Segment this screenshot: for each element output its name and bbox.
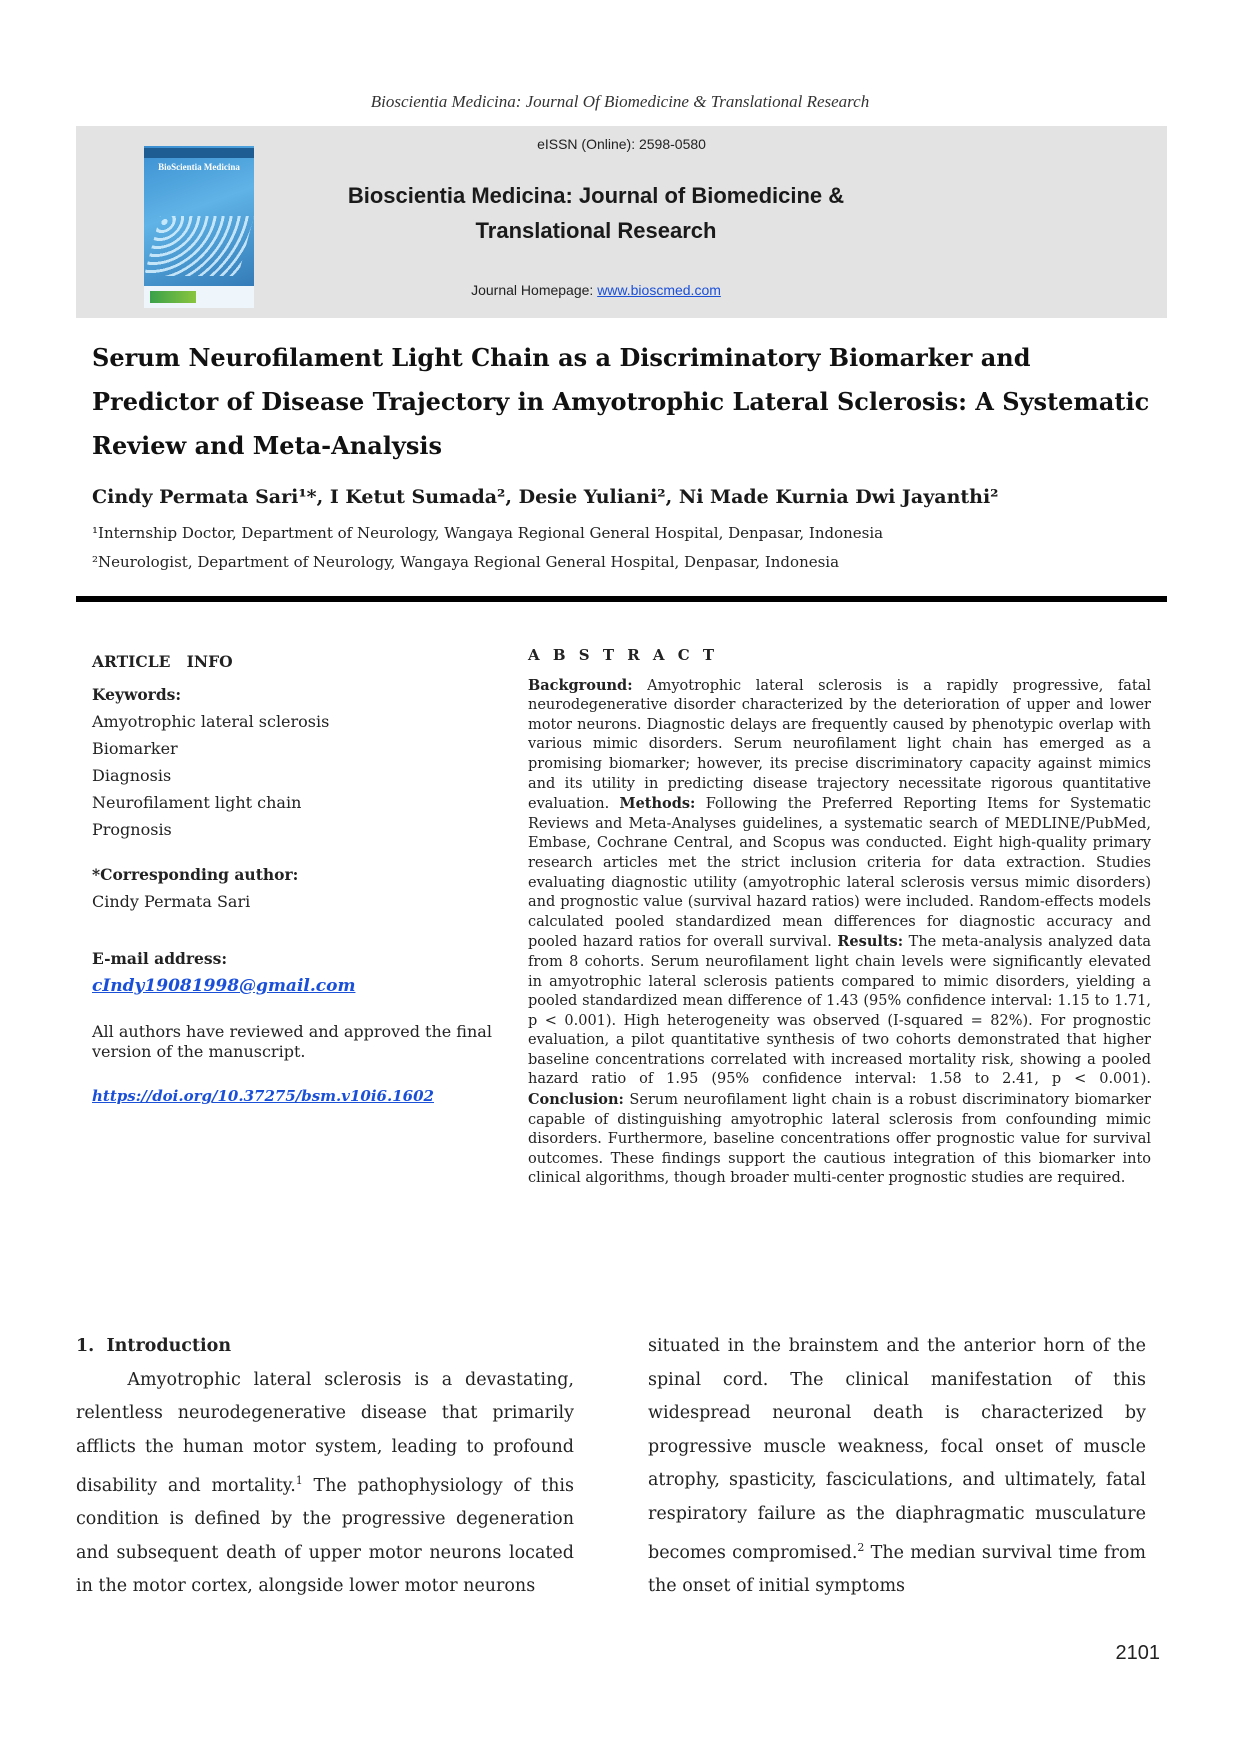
running-head: Bioscientia Medicina: Journal Of Biomedicine & Translational Research — [370, 92, 870, 111]
body-paragraph — [76, 1364, 580, 1604]
journal-title-line2: Translational Research — [475, 218, 717, 243]
corresponding-name: Cindy Permata Sari — [92, 892, 251, 911]
header-divider — [76, 596, 1167, 602]
body-column-right — [648, 1330, 1146, 1604]
methods-text: Following the Preferred Reporting Items for Systematic Reviews and Meta-Analyses guidelines, a systematic search of MEDLINE/PubMed, Embase, Cochrane Central, and Scopus was conducted. Eight high-quality primary research articles met the strict inclusion criteria for data extraction. Studies evaluating diagnostic utility (amyotrophic lateral sclerosis versus mimic disorders) and prognostic value (survival hazard ratios) were included. Random-effects models calculated pooled standardized mean differences for diagnostic accuracy and pooled hazard ratios for overall survival. — [528, 796, 1151, 951]
cover-title: BioScientia Medicina — [158, 162, 240, 172]
article-info-heading: ARTICLE INFO — [92, 652, 233, 671]
journal-banner — [76, 126, 1167, 318]
journal-title-line1: Bioscientia Medicina: Journal of Biomedicine & — [347, 183, 845, 208]
citation: 1 — [295, 1474, 303, 1487]
corresponding-label: *Corresponding author: — [92, 865, 299, 884]
cover-footer — [144, 286, 254, 308]
cover-band — [144, 148, 254, 158]
journal-cover-image — [144, 146, 254, 308]
section-heading: 1. Introduction — [76, 1336, 232, 1356]
results-label: Results: — [837, 933, 904, 951]
background-label: Background: — [528, 676, 633, 694]
body-text: The median survival time from the onset of initial symptoms — [648, 1542, 1147, 1597]
background-text: Amyotrophic lateral sclerosis is a rapidly progressive, fatal neurodegenerative disorder characterized by the deterioration of upper and lower motor neurons. Diagnostic delays are frequently caused by phenotypic overlap with various mimic disorders. Serum neurofilament light chain has emerged as a promising biomarker; however, its precise discriminatory capacity against mimics and its utility in predicting disease trajectory necessitate rigorous quantitative evaluation. — [528, 677, 1151, 813]
body-column-left — [76, 1330, 580, 1604]
methods-label: Methods: — [619, 795, 696, 813]
body-text: Amyotrophic lateral sclerosis is a devastating, relentless neurodegenerative disease that primarily afflicts the human motor system, leading to profound disability and mortality. — [76, 1369, 580, 1496]
body-paragraph — [648, 1330, 1146, 1604]
page-number: 2101 — [1115, 1642, 1160, 1664]
results-text: The meta-analysis analyzed data from 8 cohorts. Serum neurofilament light chain levels were significantly elevated in amyotrophic lateral sclerosis patients compared to mimic disorders, yielding a pooled standardized mean difference of 1.43 (95% confidence interval: 1.15 to 1.71, p < 0.001). High heterogeneity was observed (I-squared = 82%). For prognostic evaluation, a pilot quantitative synthesis of two cohorts demonstrated that higher baseline concentrations correlated with increased mortality risk, showing a pooled hazard ratio of 1.95 (95% confidence interval: 1.58 to 2.41, p < 0.001). — [528, 934, 1151, 1088]
homepage-label: Journal Homepage: — [471, 282, 598, 298]
body-text: The pathophysiology of this condition is defined by the progressive degeneration and subsequent death of upper motor neurons located in the motor cortex, alongside lower motor neurons — [76, 1475, 580, 1597]
article-title: Serum Neurofilament Light Chain as a Discriminatory Biomarker and Predictor of Disease Trajectory in Amyotrophic Lateral Sclerosis: A Systematic Review and Meta-Analysis — [92, 343, 1150, 460]
keyword-item: Prognosis — [92, 820, 172, 839]
abstract-text — [528, 676, 1151, 1189]
eissn: eISSN (Online): 2598-0580 — [537, 136, 706, 152]
journal-homepage — [306, 282, 886, 298]
email-link[interactable]: cIndy19081998@gmail.com — [92, 976, 356, 996]
affiliation-1: ¹Internship Doctor, Department of Neurology, Wangaya Regional General Hospital, Denpasar, Indonesia — [92, 524, 884, 542]
affiliation-2: ²Neurologist, Department of Neurology, Wangaya Regional General Hospital, Denpasar, Indonesia — [92, 553, 840, 571]
conclusion-label: Conclusion: — [528, 1091, 624, 1109]
abstract — [528, 646, 1151, 1189]
homepage-link[interactable]: www.bioscmed.com — [597, 282, 721, 298]
cover-logo — [150, 291, 196, 303]
abstract-heading: A B S T R A C T — [528, 646, 719, 664]
keyword-item: Neurofilament light chain — [92, 793, 302, 812]
keyword-item: Amyotrophic lateral sclerosis — [92, 712, 330, 731]
conclusion-text: Serum neurofilament light chain is a robust discriminatory biomarker capable of distinguishing amyotrophic lateral sclerosis from confounding mimic disorders. Furthermore, baseline concentrations offer prognostic value for survival outcomes. These findings support the cautious integration of this biomarker into clinical algorithms, though broader multi-center prognostic studies are required. — [528, 1092, 1151, 1187]
article-info — [92, 652, 492, 1106]
keywords-label: Keywords: — [92, 685, 182, 704]
cover-illustration — [144, 216, 254, 276]
journal-title — [306, 178, 886, 248]
approval-note: All authors have reviewed and approved the final version of the manuscript. — [92, 1022, 492, 1061]
keyword-item: Biomarker — [92, 739, 178, 758]
citation: 2 — [857, 1541, 865, 1554]
doi-link[interactable]: https://doi.org/10.37275/bsm.v10i6.1602 — [92, 1087, 434, 1105]
email-label: E-mail address: — [92, 949, 228, 968]
keyword-item: Diagnosis — [92, 766, 172, 785]
body-text: situated in the brainstem and the anterior horn of the spinal cord. The clinical manifestation of this widespread neuronal death is characterized by progressive muscle weakness, focal onset of muscle atrophy, spasticity, fasciculations, and ultimately, fatal respiratory failure as the diaphragmatic musculature becomes compromised. — [648, 1336, 1146, 1563]
author-list: Cindy Permata Sari¹*, I Ketut Sumada², Desie Yuliani², Ni Made Kurnia Dwi Jayanthi² — [92, 486, 999, 508]
